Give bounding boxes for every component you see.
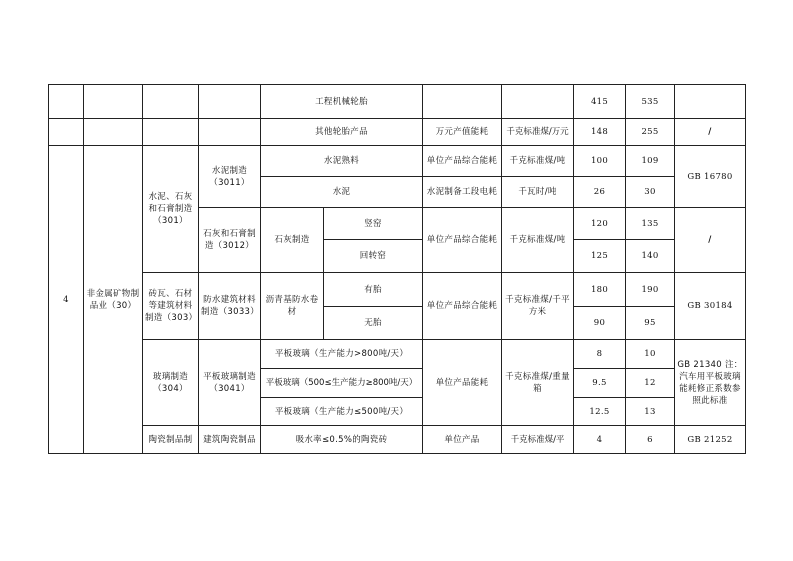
table-row bbox=[49, 426, 746, 454]
indicator-cell: 水泥制备工段电耗 bbox=[423, 177, 502, 208]
seq-cell bbox=[49, 119, 84, 146]
value-b-cell: 535 bbox=[626, 85, 675, 119]
value-a-cell: 180 bbox=[574, 273, 626, 307]
industry-cell bbox=[84, 85, 143, 119]
product-cell: 竖窑 bbox=[324, 208, 423, 240]
value-b-cell: 135 bbox=[626, 208, 675, 240]
unit-cell: 千克标准煤/吨 bbox=[502, 146, 574, 177]
standard-cell bbox=[675, 85, 746, 119]
table-row bbox=[49, 146, 746, 177]
value-b-cell: 13 bbox=[626, 398, 675, 426]
value-a-cell: 125 bbox=[574, 240, 626, 273]
indicator-cell: 单位产品 bbox=[423, 426, 502, 454]
product-cell: 回转窑 bbox=[324, 240, 423, 273]
value-b-cell: 140 bbox=[626, 240, 675, 273]
indicator-cell: 单位产品能耗 bbox=[423, 340, 502, 426]
category-cell: 陶瓷制品制 bbox=[143, 426, 199, 454]
sub-category-cell: 平板玻璃制造（3041） bbox=[199, 340, 261, 426]
standard-cell: GB 30184 bbox=[675, 273, 746, 340]
standard-cell: GB 16780 bbox=[675, 146, 746, 208]
value-a-cell: 415 bbox=[574, 85, 626, 119]
product-cell: 其他轮胎产品 bbox=[261, 119, 423, 146]
value-b-cell: 30 bbox=[626, 177, 675, 208]
industry-cell bbox=[84, 119, 143, 146]
value-a-cell: 90 bbox=[574, 307, 626, 340]
unit-cell: 千克标准煤/千平方米 bbox=[502, 273, 574, 340]
indicator-cell: 单位产品综合能耗 bbox=[423, 208, 502, 273]
unit-cell: 千克标准煤/万元 bbox=[502, 119, 574, 146]
table-row bbox=[49, 273, 746, 307]
standard-cell: / bbox=[675, 208, 746, 273]
seq-cell: 4 bbox=[49, 146, 84, 454]
standard-cell: GB 21252 bbox=[675, 426, 746, 454]
value-b-cell: 12 bbox=[626, 369, 675, 398]
unit-cell: 千克标准煤/吨 bbox=[502, 208, 574, 273]
value-a-cell: 4 bbox=[574, 426, 626, 454]
indicator-cell: 万元产值能耗 bbox=[423, 119, 502, 146]
unit-cell: 千克标准煤/重量箱 bbox=[502, 340, 574, 426]
sub-category-cell bbox=[199, 85, 261, 119]
unit-cell: 千瓦时/吨 bbox=[502, 177, 574, 208]
table-row bbox=[49, 340, 746, 369]
sub-category-cell: 建筑陶瓷制品 bbox=[199, 426, 261, 454]
value-b-cell: 190 bbox=[626, 273, 675, 307]
seq-cell bbox=[49, 85, 84, 119]
product-cell: 工程机械轮胎 bbox=[261, 85, 423, 119]
value-b-cell: 10 bbox=[626, 340, 675, 369]
category-cell: 砖瓦、石材等建筑材料制造（303） bbox=[143, 273, 199, 340]
value-b-cell: 109 bbox=[626, 146, 675, 177]
product-cell: 无胎 bbox=[324, 307, 423, 340]
value-b-cell: 255 bbox=[626, 119, 675, 146]
sub-category-cell: 石灰和石膏制造（3012） bbox=[199, 208, 261, 273]
product-group-cell: 沥青基防水卷材 bbox=[261, 273, 324, 340]
unit-cell bbox=[502, 85, 574, 119]
value-a-cell: 26 bbox=[574, 177, 626, 208]
table-row bbox=[49, 119, 746, 146]
industry-cell: 非金属矿物制品业（30） bbox=[84, 146, 143, 454]
product-cell: 平板玻璃（生产能力>800吨/天） bbox=[261, 340, 423, 369]
sub-category-cell bbox=[199, 119, 261, 146]
product-cell: 平板玻璃（生产能力≤500吨/天） bbox=[261, 398, 423, 426]
value-a-cell: 9.5 bbox=[574, 369, 626, 398]
product-cell: 水泥 bbox=[261, 177, 423, 208]
category-cell bbox=[143, 119, 199, 146]
value-a-cell: 120 bbox=[574, 208, 626, 240]
product-cell: 吸水率≤0.5%的陶瓷砖 bbox=[261, 426, 423, 454]
unit-cell: 千克标准煤/平 bbox=[502, 426, 574, 454]
indicator-cell: 单位产品综合能耗 bbox=[423, 273, 502, 340]
value-b-cell: 95 bbox=[626, 307, 675, 340]
sub-category-cell: 防水建筑材料制造（3033） bbox=[199, 273, 261, 340]
value-a-cell: 12.5 bbox=[574, 398, 626, 426]
value-a-cell: 100 bbox=[574, 146, 626, 177]
category-cell: 玻璃制造（304） bbox=[143, 340, 199, 426]
standard-cell: GB 21340 注：汽车用平板玻璃能耗修正系数参照此标准 bbox=[675, 340, 746, 426]
product-cell: 有胎 bbox=[324, 273, 423, 307]
sub-category-cell: 水泥制造（3011） bbox=[199, 146, 261, 208]
category-cell bbox=[143, 85, 199, 119]
standard-cell: / bbox=[675, 119, 746, 146]
value-a-cell: 148 bbox=[574, 119, 626, 146]
product-cell: 水泥熟料 bbox=[261, 146, 423, 177]
value-a-cell: 8 bbox=[574, 340, 626, 369]
product-cell: 平板玻璃（500≤生产能力≥800吨/天） bbox=[261, 369, 423, 398]
value-b-cell: 6 bbox=[626, 426, 675, 454]
product-group-cell: 石灰制造 bbox=[261, 208, 324, 273]
table-row bbox=[49, 85, 746, 119]
energy-consumption-table bbox=[48, 84, 746, 454]
indicator-cell: 单位产品综合能耗 bbox=[423, 146, 502, 177]
indicator-cell bbox=[423, 85, 502, 119]
category-cell: 水泥、石灰和石膏制造（301） bbox=[143, 146, 199, 273]
